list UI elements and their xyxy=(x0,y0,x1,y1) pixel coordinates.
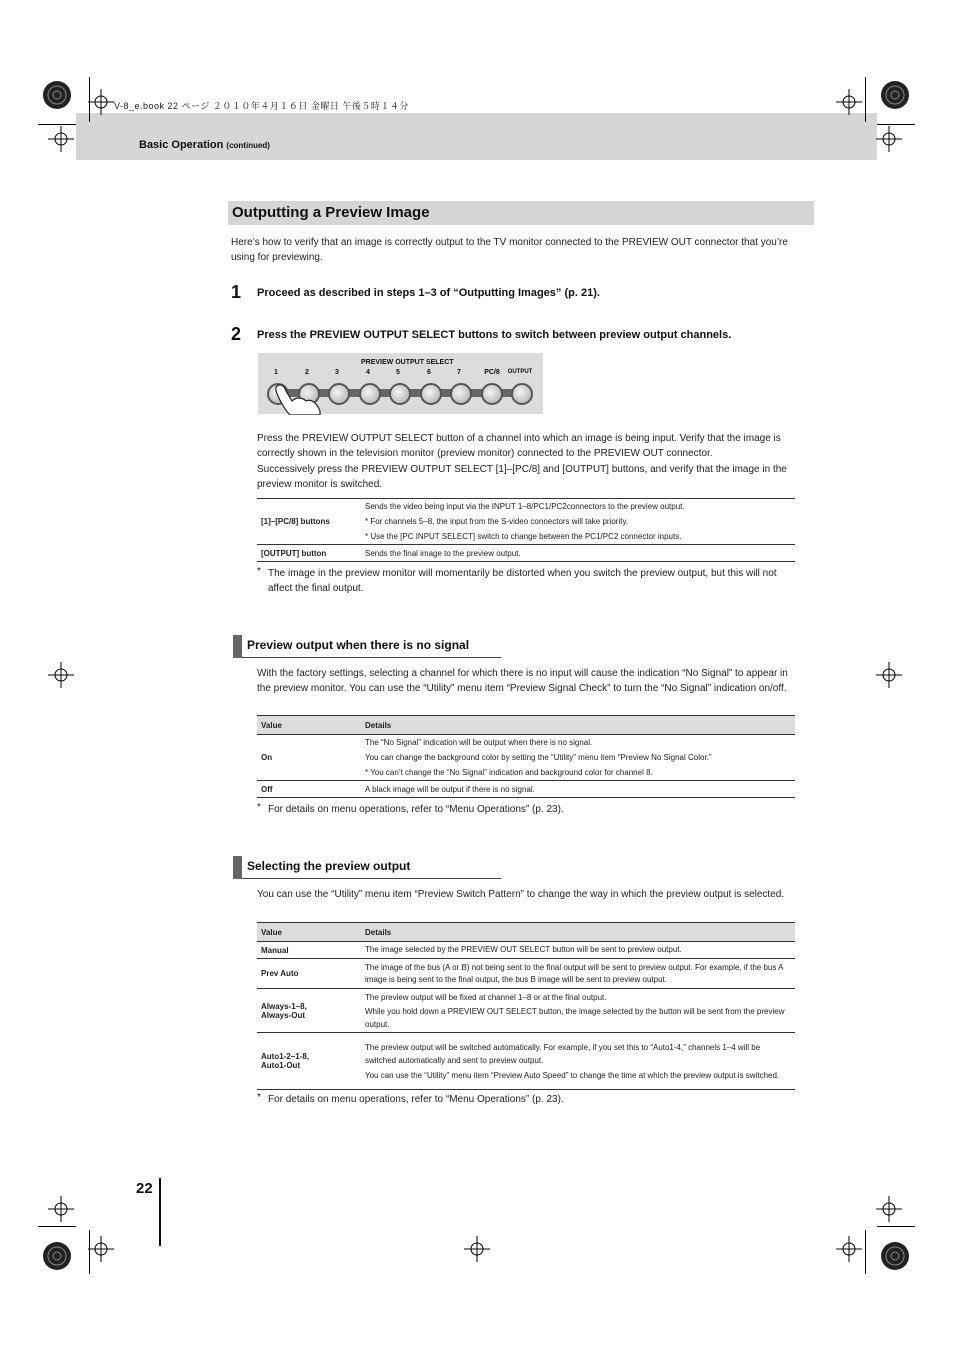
table-row xyxy=(257,1033,795,1090)
continued-label: (continued) xyxy=(226,141,270,150)
registration-mark-icon xyxy=(876,1196,902,1222)
intro-paragraph: Here’s how to verify that an image is correctly output to the TV monitor connected to the PREVIEW OUT connector that you’re using for previewing. xyxy=(231,237,788,263)
table-row xyxy=(257,959,795,989)
running-header-band xyxy=(76,113,877,160)
registration-mark-icon xyxy=(836,89,862,115)
crop-mark xyxy=(865,1230,866,1274)
table-detail-line: The “No Signal” indication will be output when there is no signal. xyxy=(365,738,593,747)
table-detail-line: You can change the background color by setting the “Utility” menu item “Preview No Signal Color.” xyxy=(365,753,712,762)
table-header-row xyxy=(257,716,795,735)
column-header-details: Details xyxy=(361,923,795,942)
page-number-rule xyxy=(159,1178,161,1246)
table-key: On xyxy=(261,753,273,762)
crop-mark xyxy=(865,77,866,122)
starburst-mark-icon xyxy=(880,80,910,110)
registration-mark-icon xyxy=(48,1196,74,1222)
table-details xyxy=(361,942,795,959)
table-key xyxy=(257,959,361,989)
no-signal-intro: With the factory settings, selecting a channel for which there is no input will cause the indication “No Signal” to appear in the preview monitor. You can use the “Utility” menu item “Preview Signal Check” to turn the “No Signal” indication on/off. xyxy=(257,668,788,694)
panel-button-pc8 xyxy=(481,383,503,405)
table-key-line: Always-1–8, xyxy=(261,1001,307,1011)
table-key xyxy=(257,1033,361,1090)
note-1: The image in the preview monitor will momentarily be distorted when you switch the preview output, but this will not affect the final output. xyxy=(268,568,777,594)
table-detail-line: * You can’t change the “No Signal” indication and background color for channel 8. xyxy=(365,768,653,777)
table-detail-line: Sends the final image to the preview output. xyxy=(365,548,521,558)
panel-button-5 xyxy=(389,383,411,405)
table-detail-line: While you hold down a PREVIEW OUT SELECT button, the image selected by the button will be sent from the preview output. xyxy=(365,1006,785,1029)
starburst-mark-icon xyxy=(42,1241,72,1271)
column-header-value: Value xyxy=(257,716,361,735)
column-header-details: Details xyxy=(361,716,795,735)
table-key-line: Auto1-Out xyxy=(261,1061,301,1070)
registration-mark-icon xyxy=(48,662,74,688)
column-header-value: Value xyxy=(257,923,361,942)
table-detail-line: The preview output will be switched automatically. For example, if you set this to “Auto1-4,” channels 1–4 will be switched automatically and sent to preview output. xyxy=(365,1042,761,1065)
registration-mark-icon xyxy=(48,126,74,152)
subheading-underline xyxy=(242,878,501,879)
table-details xyxy=(361,735,795,781)
panel-label-output: OUTPUT xyxy=(507,369,533,375)
step-2-paragraph-2: Successively press the PREVIEW OUTPUT SELECT [1]–[PC/8] and [OUTPUT] buttons, and verify that the image in the preview monitor is switched. xyxy=(257,464,787,490)
subheading-marker xyxy=(233,856,242,879)
table-row xyxy=(257,499,795,545)
panel-button-output xyxy=(511,383,533,405)
panel-label-pc8: PC/8 xyxy=(484,369,500,376)
panel-button-6 xyxy=(420,383,442,405)
table-row xyxy=(257,545,795,562)
crop-mark xyxy=(877,124,915,125)
table-details xyxy=(361,1033,795,1090)
table-row xyxy=(257,989,795,1033)
table-detail-line: The image selected by the PREVIEW OUT SELECT button will be sent to preview output. xyxy=(365,945,682,954)
preview-switch-table xyxy=(257,922,795,1090)
table-detail-line: You can use the “Utility” menu item “Preview Auto Speed” to change the time at which the preview output is switched. xyxy=(365,1070,780,1080)
crop-mark xyxy=(38,1226,76,1227)
running-header xyxy=(139,139,270,151)
table-details xyxy=(361,545,795,562)
pressing-finger-icon xyxy=(272,381,324,415)
step-2-text: Press the PREVIEW OUTPUT SELECT buttons to switch between preview output channels. xyxy=(257,329,732,341)
panel-button-4 xyxy=(359,383,381,405)
registration-mark-icon xyxy=(464,1236,490,1262)
panel-label-1: 1 xyxy=(274,369,278,376)
file-meta: V-8_e.book 22 ページ ２０１０年４月１６日 金曜日 午後５時１４分 xyxy=(114,101,409,111)
buttons-table xyxy=(257,498,795,562)
crop-mark xyxy=(38,124,76,125)
registration-mark-icon xyxy=(88,89,114,115)
table-detail-line: A black image will be output if there is no signal. xyxy=(365,784,535,794)
table-key: [1]–[PC/8] buttons xyxy=(261,517,330,526)
panel-title: PREVIEW OUTPUT SELECT xyxy=(361,359,454,366)
table-detail-line: The preview output will be fixed at channel 1–8 or at the final output. xyxy=(365,992,607,1002)
table-details xyxy=(361,959,795,989)
table-key-line: Prev Auto xyxy=(261,969,299,978)
starburst-mark-icon xyxy=(880,1241,910,1271)
table-key-line: Manual xyxy=(261,945,289,955)
table-key xyxy=(257,942,361,959)
note-asterisk: * xyxy=(257,566,261,577)
note-2: For details on menu operations, refer to “Menu Operations” (p. 23). xyxy=(268,804,564,815)
subheading-selecting: Selecting the preview output xyxy=(247,859,411,873)
page-title-bar xyxy=(228,201,814,225)
section-name: Basic Operation xyxy=(139,139,224,151)
no-signal-table xyxy=(257,715,795,798)
table-row xyxy=(257,735,795,781)
note-asterisk: * xyxy=(257,1092,261,1103)
registration-mark-icon xyxy=(876,126,902,152)
panel-label-6: 6 xyxy=(427,369,431,376)
panel-label-4: 4 xyxy=(366,369,370,376)
subheading-no-signal: Preview output when there is no signal xyxy=(247,638,470,652)
table-details xyxy=(361,989,795,1033)
table-key: [OUTPUT] button xyxy=(261,548,327,558)
table-key-line: Always-Out xyxy=(261,1010,306,1020)
crop-mark xyxy=(877,1226,915,1227)
panel-label-5: 5 xyxy=(396,369,400,376)
table-key-line: Auto1-2–1-8, xyxy=(261,1052,310,1061)
step-1-text: Proceed as described in steps 1–3 of “Outputting Images” (p. 21). xyxy=(257,287,600,299)
panel-label-7: 7 xyxy=(457,369,461,376)
table-details xyxy=(361,499,795,545)
registration-mark-icon xyxy=(836,1236,862,1262)
step-1-number: 1 xyxy=(231,282,242,302)
registration-mark-icon xyxy=(876,662,902,688)
table-key xyxy=(257,989,361,1033)
table-detail-line: The image of the bus (A or B) not being sent to the final output will be sent to preview output. For example, if the bus A image is being sent to the final output, the bus B image will be sent to preview output. xyxy=(365,962,784,984)
subheading-marker xyxy=(233,635,242,658)
table-detail-line: * For channels 5–8, the input from the S-video connectors will take priority. xyxy=(365,517,629,526)
table-key: Off xyxy=(261,784,273,794)
step-2-paragraph-1: Press the PREVIEW OUTPUT SELECT button of a channel into which an image is being input. Verify that the image is correctly shown in the television monitor (preview monitor) connected to the PREVIEW OUT connector. xyxy=(257,433,781,459)
panel-button-7 xyxy=(450,383,472,405)
panel-label-3: 3 xyxy=(335,369,339,376)
note-3: For details on menu operations, refer to “Menu Operations” (p. 23). xyxy=(268,1094,564,1105)
registration-mark-icon xyxy=(88,1236,114,1262)
starburst-mark-icon xyxy=(42,80,72,110)
table-row xyxy=(257,942,795,959)
table-header-row xyxy=(257,923,795,942)
table-detail-line: Sends the video being input via the INPUT 1–8/PC1/PC2connectors to the preview output. xyxy=(365,502,685,511)
table-detail-line: * Use the [PC INPUT SELECT] switch to change between the PC1/PC2 connector inputs. xyxy=(365,532,682,541)
subheading-underline xyxy=(242,657,501,658)
step-2-number: 2 xyxy=(231,324,242,344)
table-row xyxy=(257,781,795,798)
panel-button-3 xyxy=(328,383,350,405)
selecting-intro: You can use the “Utility” menu item “Preview Switch Pattern” to change the way in which the preview output is selected. xyxy=(257,889,785,900)
page-title: Outputting a Preview Image xyxy=(232,204,430,221)
preview-output-select-panel xyxy=(258,353,543,414)
table-details xyxy=(361,781,795,798)
note-asterisk: * xyxy=(257,802,261,813)
panel-label-2: 2 xyxy=(305,369,309,376)
page-number: 22 xyxy=(136,1180,153,1197)
